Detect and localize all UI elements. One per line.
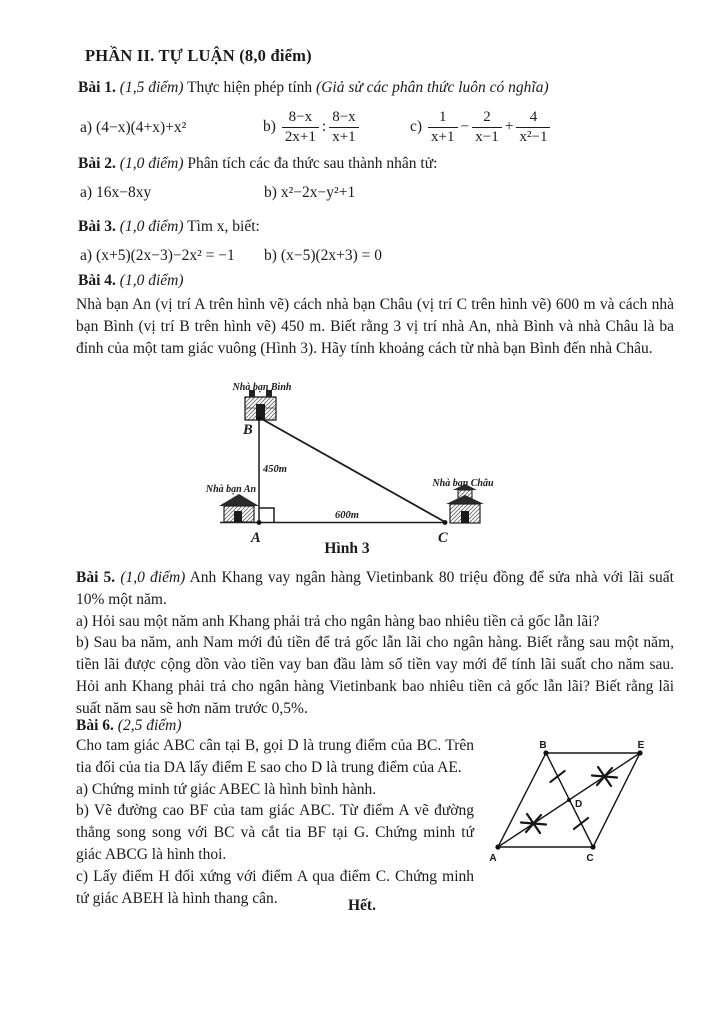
- bai2-item-b: b) x²−2x−y²+1: [264, 184, 356, 201]
- bai2-instruction: Phân tích các đa thức sau thành nhân tử:: [187, 155, 438, 172]
- bai2-number: Bài 2.: [78, 155, 116, 172]
- bai5-points: (1,0 điểm): [120, 569, 186, 586]
- bai4-points: (1,0 điểm): [119, 272, 184, 289]
- bai1-item-a: [80, 119, 186, 137]
- bai3-item-b: b) (x−5)(2x+3) = 0: [264, 247, 383, 264]
- bai1-note: (Giả sử các phân thức luôn có nghĩa): [316, 79, 549, 96]
- end-mark: Hết.: [348, 897, 376, 914]
- fraction: $\frac{8-x}{2x+1}$: [282, 109, 319, 144]
- vertex-c-label: C: [586, 853, 594, 864]
- parallelogram-figure: [482, 737, 680, 871]
- bai3-heading: [78, 218, 260, 236]
- point-b-dot: [543, 750, 548, 755]
- point-a-dot: [495, 844, 500, 849]
- bai1-heading: [78, 79, 549, 97]
- bai6-item-b: b) Vẽ đường cao BF của tam giác ABC. Từ điểm A vẽ đường thẳng song song với BC và cắt tia BF tại G. Chứng minh tứ giác ABCG là hình thoi.: [76, 802, 474, 863]
- label-nha-binh: Nhà bạn Bình: [232, 382, 292, 393]
- plus-operator: +: [504, 118, 514, 135]
- bai6-figure-box: [482, 737, 680, 873]
- bai6-number: Bài 6.: [76, 717, 114, 734]
- length-450m-label: 450m: [263, 464, 287, 475]
- house-chau-icon: [446, 484, 484, 523]
- bai5-item-b: b) Sau ba năm, anh Nam mới đủ tiền để trả gốc lẫn lãi cho ngân hàng. Biết rằng sau một năm, tiền lãi được cộng dồn vào tiền vay ban đầu làm số tiền vay mới để tính lãi suất cho năm sau. Hỏi anh Khang phải trả cho ngân hàng Vietinbank bao nhiêu tiền cả gốc lẫn lãi? Biết rằng lãi suất năm sau sẽ hơn năm trước 0,5%.: [76, 634, 674, 717]
- bai2-points: (1,0 điểm): [119, 155, 184, 172]
- vertex-a-label: A: [251, 530, 261, 546]
- hinh3-caption: Hình 3: [324, 540, 370, 557]
- bai4-number: Bài 4.: [78, 272, 116, 289]
- vertex-a-label: A: [489, 853, 497, 864]
- label-nha-chau: Nhà bạn Châu: [432, 478, 494, 489]
- minus-operator: −: [460, 118, 470, 135]
- bai1-item-c: [410, 104, 550, 150]
- bai3-points: (1,0 điểm): [119, 218, 184, 235]
- bai1-item-a-label: a): [80, 119, 93, 136]
- bai6-item-c: c) Lấy điểm H đối xứng với điểm A qua điểm C. Chứng minh tứ giác ABEH là hình thang cân.: [76, 867, 474, 907]
- bai5-intro: [76, 567, 674, 611]
- bai2-item-a: a) 16x−8xy: [80, 184, 152, 201]
- bai3-number: Bài 3.: [78, 218, 116, 235]
- bai4-body: Nhà bạn An (vị trí A trên hình vẽ) cách nhà bạn Châu (vị trí C trên hình vẽ) 600 m và cách nhà bạn Bình (vị trí B trên hình vẽ) 450 m. Biết rằng 3 vị trí nhà An, nhà Bình và nhà Châu là ba đỉnh của một tam giác vuông (Hình 3). Hãy tính khoảng cách từ nhà bạn Bình đến nhà Châu.: [76, 296, 674, 357]
- point-c-dot: [590, 844, 595, 849]
- bai4-heading: [78, 272, 183, 290]
- bai6-body: [76, 735, 680, 909]
- bai2-heading: [78, 155, 437, 173]
- point-d-dot: [567, 798, 571, 802]
- bai6-points: (2,5 điểm): [117, 717, 182, 734]
- bai5-intro-text: Anh Khang vay ngân hàng Vietinbank 80 triệu đồng để sửa nhà với lãi suất 10% một năm.: [76, 569, 674, 608]
- vertex-b-label: B: [539, 740, 547, 751]
- vertex-c-label: C: [438, 530, 448, 546]
- bai6-heading: [76, 717, 680, 735]
- bai1-item-b: [263, 104, 359, 150]
- fraction: $\frac{2}{x-1}$: [472, 109, 501, 144]
- point-e-dot: [637, 750, 642, 755]
- bai1-item-a-expr: (4−x)(4+x)+x²: [96, 119, 187, 136]
- length-600m-label: 600m: [335, 510, 359, 521]
- bai5-section: [76, 567, 674, 720]
- vertex-e-label: E: [637, 740, 645, 751]
- bai6-section: [76, 717, 680, 909]
- hinh3-figure: [100, 376, 580, 561]
- bai1-number: Bài 1.: [78, 79, 116, 96]
- bai6-item-a: a) Chứng minh tứ giác ABEC là hình bình hành.: [76, 780, 377, 798]
- house-an-icon: [219, 494, 259, 522]
- point-c-dot: [443, 520, 448, 525]
- bai1-item-b-label: b): [263, 118, 276, 135]
- bai1-item-c-label: c): [410, 118, 423, 135]
- label-nha-an: Nhà bạn An: [205, 484, 257, 495]
- page-title: PHẦN II. TỰ LUẬN (8,0 điểm): [85, 46, 312, 65]
- vertex-d-label: D: [575, 799, 583, 810]
- bai1-points: (1,5 điểm): [119, 79, 184, 96]
- point-b-dot: [257, 416, 262, 421]
- house-binh-icon: [245, 390, 276, 420]
- fraction: $\frac{1}{x+1}$: [428, 109, 457, 144]
- bai5-number: Bài 5.: [76, 569, 116, 586]
- point-a-dot: [257, 520, 262, 525]
- fraction: $\frac{4}{\text{x²−1}}$: [516, 109, 550, 144]
- bai5-item-a: a) Hỏi sau một năm anh Khang phải trả cho ngân hàng bao nhiêu tiền cả gốc lẫn lãi?: [76, 612, 600, 630]
- fraction: $\frac{8-x}{x+1}$: [329, 109, 358, 144]
- bai3-instruction: Tìm x, biết:: [187, 218, 260, 235]
- divide-colon-operator: :: [321, 118, 327, 135]
- vertex-b-label: B: [243, 422, 253, 438]
- bai1-instruction: Thực hiện phép tính: [187, 79, 313, 96]
- bai6-intro: Cho tam giác ABC cân tại B, gọi D là trung điểm của BC. Trên tia đối của tia DA lấy điểm E sao cho D là trung điểm của AE.: [76, 737, 474, 776]
- bai3-item-a: a) (x+5)(2x−3)−2x² = −1: [80, 247, 235, 264]
